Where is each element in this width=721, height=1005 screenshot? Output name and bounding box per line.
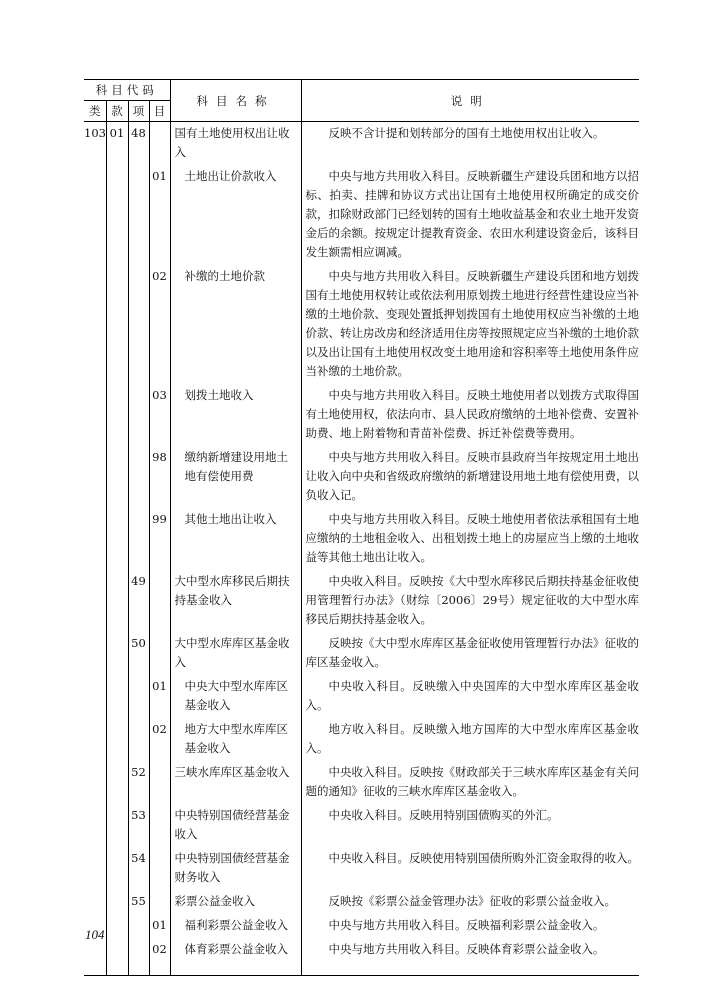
table-row [84, 165, 639, 265]
code-mu [149, 761, 170, 804]
code-mu: 01 [149, 165, 170, 265]
code-xiang [128, 165, 149, 265]
code-lei [84, 804, 106, 847]
subject-name: 彩票公益金收入 [170, 890, 301, 914]
code-lei [84, 632, 106, 675]
table-row [84, 675, 639, 718]
table-row [84, 446, 639, 508]
table-row [84, 804, 639, 847]
header-code-group: 科目代码 [84, 80, 170, 101]
table-row [84, 384, 639, 446]
code-xiang: 53 [128, 804, 149, 847]
subject-description: 中央收入科目。反映使用特别国债所购外汇资金取得的收入。 [328, 851, 639, 865]
subject-description: 中央收入科目。反映缴入中央国库的大中型水库库区基金收入。 [305, 679, 639, 712]
code-lei [84, 165, 106, 265]
subject-description: 中央与地方共用收入科目。反映土地使用者依法承租国有土地应缴纳的土地租金收入、出租划拨土地上的房屋应当上缴的土地收益等其他土地出让收入。 [305, 512, 639, 564]
table-row [84, 890, 639, 914]
header-subject-name: 科目名称 [170, 80, 301, 122]
subject-name: 其他土地出让收入 [170, 508, 301, 570]
header-description: 说明 [301, 80, 639, 122]
subject-description: 反映不含计提和划转部分的国有土地使用权出让收入。 [328, 126, 605, 140]
code-lei [84, 890, 106, 914]
code-xiang [128, 265, 149, 384]
code-lei [84, 446, 106, 508]
code-kuan [106, 804, 128, 847]
table-row [84, 847, 639, 890]
code-xiang [128, 675, 149, 718]
code-mu: 99 [149, 508, 170, 570]
code-xiang [128, 384, 149, 446]
code-kuan [106, 446, 128, 508]
subject-description: 地方收入科目。反映缴入地方国库的大中型水库库区基金收入。 [305, 722, 639, 755]
table-bottom-rule [84, 962, 639, 976]
code-xiang: 49 [128, 570, 149, 632]
header-xiang: 项 [128, 101, 149, 122]
code-lei [84, 761, 106, 804]
code-mu [149, 122, 170, 166]
code-kuan [106, 384, 128, 446]
code-lei [84, 384, 106, 446]
code-mu: 98 [149, 446, 170, 508]
code-mu: 01 [149, 675, 170, 718]
page-number: 104 [85, 927, 105, 942]
code-mu: 02 [149, 718, 170, 761]
table-row [84, 122, 639, 166]
code-lei [84, 265, 106, 384]
code-kuan [106, 570, 128, 632]
code-lei [84, 675, 106, 718]
code-xiang [128, 508, 149, 570]
code-mu [149, 632, 170, 675]
code-lei [84, 847, 106, 890]
code-xiang [128, 938, 149, 962]
code-mu: 02 [149, 265, 170, 384]
subject-name: 中央特别国债经营基金收入 [170, 804, 301, 847]
code-mu: 01 [149, 914, 170, 938]
code-lei [84, 570, 106, 632]
code-xiang [128, 446, 149, 508]
subject-name: 地方大中型水库库区基金收入 [170, 718, 301, 761]
subject-name: 体育彩票公益金收入 [170, 938, 301, 962]
code-mu: 02 [149, 938, 170, 962]
code-kuan [106, 675, 128, 718]
table-row [84, 570, 639, 632]
code-xiang: 55 [128, 890, 149, 914]
code-kuan [106, 165, 128, 265]
header-lei: 类 [84, 101, 106, 122]
code-mu [149, 570, 170, 632]
code-kuan [106, 914, 128, 938]
code-kuan [106, 508, 128, 570]
subject-description: 中央与地方共用收入科目。反映市县政府当年按规定用土地出让收入向中央和省级政府缴纳的新增建设用地土地有偿使用费，以负收入记。 [305, 450, 639, 502]
code-lei [84, 508, 106, 570]
code-kuan [106, 847, 128, 890]
subject-name: 福利彩票公益金收入 [170, 914, 301, 938]
code-lei: 103 [84, 122, 106, 166]
table-row [84, 508, 639, 570]
header-kuan: 款 [106, 101, 128, 122]
code-xiang [128, 914, 149, 938]
code-xiang: 54 [128, 847, 149, 890]
code-kuan [106, 761, 128, 804]
subject-description: 中央与地方共用收入科目。反映新疆生产建设兵团和地方以招标、拍卖、挂牌和协议方式出让国有土地使用权所确定的成交价款，扣除财政部门已经划转的国有土地收益基金和农业土地开发资金后的余额。按规定计提教育资金、农田水利建设资金后，该科目发生额需相应调减。 [305, 169, 639, 259]
code-kuan [106, 718, 128, 761]
subject-name: 中央特别国债经营基金财务收入 [170, 847, 301, 890]
table-row [84, 632, 639, 675]
code-mu: 03 [149, 384, 170, 446]
subject-name: 中央大中型水库库区基金收入 [170, 675, 301, 718]
table-row [84, 718, 639, 761]
code-mu [149, 890, 170, 914]
subject-name: 土地出让价款收入 [170, 165, 301, 265]
subject-description: 中央与地方共用收入科目。反映体育彩票公益金收入。 [328, 942, 605, 956]
table-row [84, 761, 639, 804]
code-kuan [106, 632, 128, 675]
subject-description: 中央与地方共用收入科目。反映土地使用者以划拨方式取得国有土地使用权，依法向市、县人民政府缴纳的土地补偿费、安置补助费、地上附着物和青苗补偿费、拆迁补偿费等费用。 [305, 388, 639, 440]
subject-name: 国有土地使用权出让收入 [170, 122, 301, 166]
subject-name: 三峡水库库区基金收入 [170, 761, 301, 804]
table-row [84, 265, 639, 384]
code-lei [84, 718, 106, 761]
table-body [84, 122, 639, 976]
table-row [84, 914, 639, 938]
code-xiang: 50 [128, 632, 149, 675]
subject-name: 补缴的土地价款 [170, 265, 301, 384]
code-kuan: 01 [106, 122, 128, 166]
subject-description: 中央收入科目。反映按《大中型水库移民后期扶持基金征收使用管理暂行办法》（财综〔2006〕29号）规定征收的大中型水库移民后期扶持基金收入。 [305, 574, 639, 626]
subject-name: 大中型水库库区基金收入 [170, 632, 301, 675]
code-kuan [106, 890, 128, 914]
subject-description: 中央收入科目。反映按《财政部关于三峡水库库区基金有关问题的通知》征收的三峡水库库区基金收入。 [305, 765, 639, 798]
subject-description: 中央收入科目。反映用特别国债购买的外汇。 [328, 808, 559, 822]
subject-description: 反映按《彩票公益金管理办法》征收的彩票公益金收入。 [328, 894, 616, 908]
code-xiang [128, 718, 149, 761]
code-mu [149, 804, 170, 847]
subject-description: 中央与地方共用收入科目。反映新疆生产建设兵团和地方划拨国有土地使用权转让或依法利用原划拨土地进行经营性建设应当补缴的土地价款、变现处置抵押划拨国有土地使用权应当补缴的土地价款、转让房改房和经济适用住房等按照规定应当补缴的土地价款以及出让国有土地使用权改变土地用途和容积率等土地使用条件应当补缴的土地价款。 [305, 269, 639, 378]
subject-name: 划拨土地收入 [170, 384, 301, 446]
subject-description: 中央与地方共用收入科目。反映福利彩票公益金收入。 [328, 918, 605, 932]
subject-description: 反映按《大中型水库库区基金征收使用管理暂行办法》征收的库区基金收入。 [305, 636, 639, 669]
subject-name: 缴纳新增建设用地土地有偿使用费 [170, 446, 301, 508]
header-mu: 目 [149, 101, 170, 122]
code-xiang: 52 [128, 761, 149, 804]
subject-code-table [84, 79, 639, 976]
code-mu [149, 847, 170, 890]
table-row [84, 938, 639, 962]
code-xiang: 48 [128, 122, 149, 166]
code-kuan [106, 938, 128, 962]
code-kuan [106, 265, 128, 384]
subject-name: 大中型水库移民后期扶持基金收入 [170, 570, 301, 632]
